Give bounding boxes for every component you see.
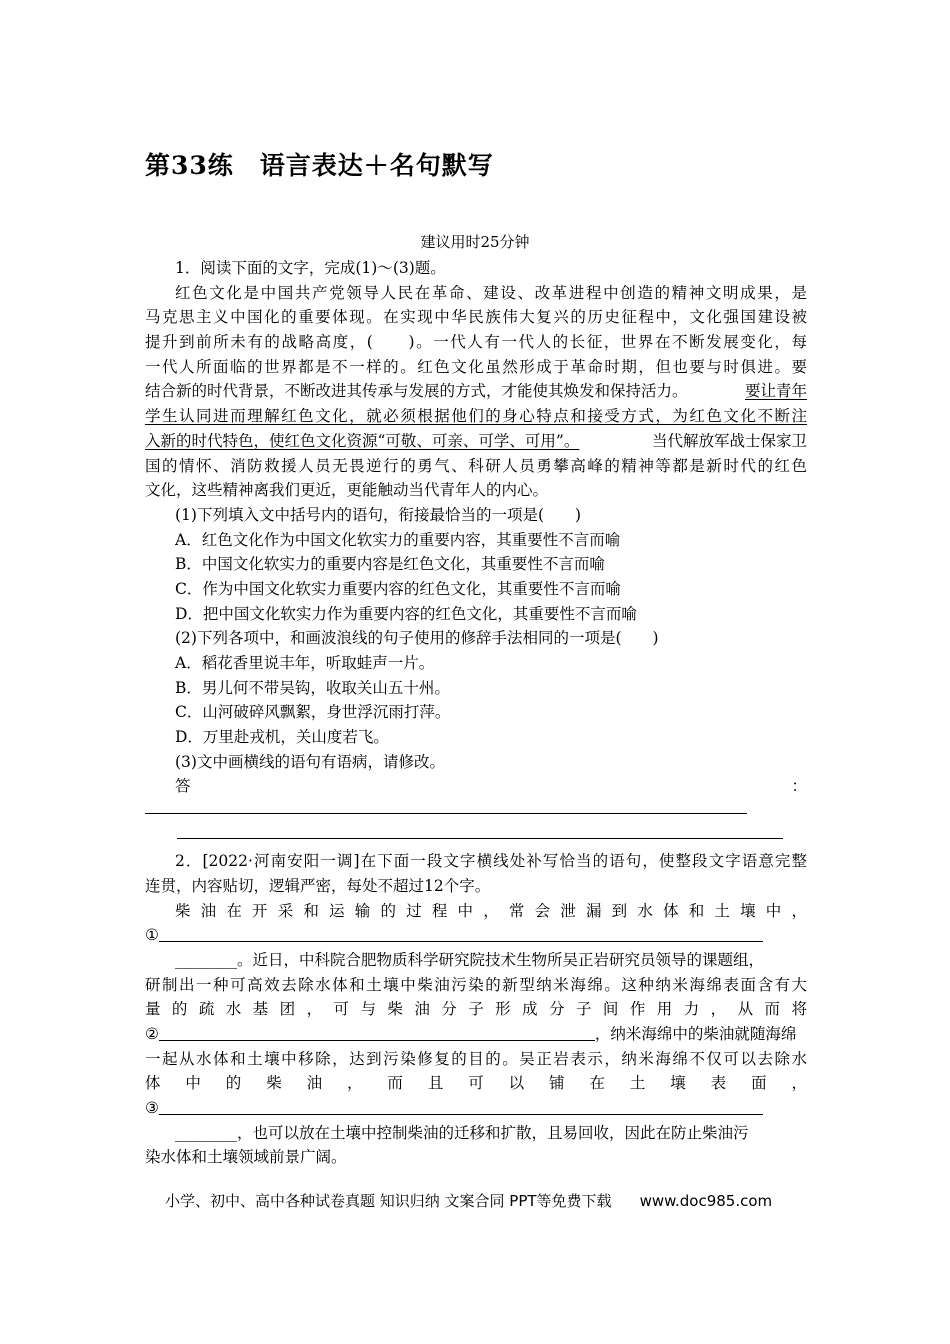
- answer-colon: ：: [791, 777, 807, 796]
- footer-text: 小学、初中、高中各种试卷真题 知识归纳 文案合同 PPT等免费下载: [165, 1192, 612, 1210]
- option: B．中国文化软实力的重要内容是红色文化，其重要性不言而喻: [175, 555, 605, 574]
- passage-text: 当代解放军战士保家卫: [651, 431, 807, 450]
- passage-line: 国的情怀、消防救援人员无畏逆行的勇气、科研人员勇攀高峰的精神等都是新时代的红色: [145, 456, 807, 475]
- passage-text: 结合新的时代背景，不断改进其传承与发展的方式，才能使其焕发和保持活力。: [145, 382, 688, 401]
- paragraph-line: 一起从水体和土壤中移除，达到污染修复的目的。吴正岩表示，纳米海绵不仅可以去除水: [145, 1049, 807, 1068]
- answer-line: [145, 774, 807, 799]
- passage-line: [145, 429, 807, 454]
- paragraph-line: 量的疏水基团，可与柴油分子形成分子间作用力，从而将: [145, 1000, 807, 1019]
- paragraph-line: 染水体和土壤领域前景广阔。: [145, 1148, 347, 1167]
- spacer: [145, 839, 807, 849]
- blank-continuation: ________: [175, 950, 237, 969]
- passage-line: 提升到前所未有的战略高度，( )。一代人有一代人的长征，世界在不断发展变化，每: [145, 333, 807, 352]
- option: C．山河破碎风飘絮，身世浮沉雨打萍。: [175, 703, 451, 722]
- fill-blank-3[interactable]: [159, 1114, 763, 1115]
- passage-line: [145, 404, 807, 429]
- passage-line: [145, 379, 807, 404]
- underlined-sentence: 要让青年: [744, 382, 807, 401]
- paragraph-text: 。近日，中科院合肥物质科学研究院技术生物所吴正岩研究员领导的课题组，: [237, 950, 765, 969]
- answer-label: 答: [175, 777, 191, 796]
- paragraph-line: [145, 948, 807, 973]
- blank-marker: ①: [145, 926, 159, 945]
- underlined-sentence: 入新的时代特色，使红色文化资源“可敬、可亲、可学、可用”。: [145, 431, 580, 450]
- document-body: [145, 256, 807, 1170]
- option: A．红色文化作为中国文化软实力的重要内容，其重要性不言而喻: [175, 530, 621, 549]
- footer-site-link[interactable]: www.doc985.com: [639, 1192, 773, 1210]
- option: B．男儿何不带吴钩，收取关山五十州。: [175, 678, 450, 697]
- blank-line-row: [145, 923, 807, 948]
- spacer: [145, 799, 807, 813]
- option: D．把中国文化软实力作为重要内容的红色文化，其重要性不言而喻: [175, 604, 637, 623]
- page-title: 第33练 语言表达＋名句默写: [145, 151, 494, 180]
- q2-stem: 连贯，内容贴切，逻辑严密，每处不超过12个字。: [145, 876, 491, 895]
- spacer: [145, 814, 807, 838]
- passage-line: 一代人所面临的世界都是不一样的。红色文化虽然形成于革命时期，但也要与时俱进。要: [145, 357, 807, 376]
- blank-continuation: ________: [175, 1123, 237, 1142]
- suggested-time: 建议用时25分钟: [420, 233, 530, 251]
- paragraph-text: ，纳米海绵中的柴油就随海绵: [594, 1024, 797, 1043]
- paragraph-line: 研制出一种可高效去除水体和土壤中柴油污染的新型纳米海绵。这种纳米海绵表面含有大: [145, 975, 807, 994]
- fill-blank-1[interactable]: [159, 941, 763, 942]
- fill-blank-2[interactable]: [159, 1040, 595, 1041]
- paragraph-line: [145, 1121, 807, 1146]
- paragraph-line: 体中的柴油，而且可以铺在土壤表面，: [145, 1074, 807, 1093]
- footer: [165, 1190, 772, 1211]
- blank-marker: ③: [145, 1098, 159, 1117]
- sub-question-3: (3)文中画横线的语句有语病，请修改。: [175, 752, 445, 771]
- paragraph-text: ，也可以放在土壤中控制柴油的迁移和扩散，且易回收，因此在防止柴油污: [237, 1123, 749, 1142]
- q1-stem: 1．阅读下面的文字，完成(1)～(3)题。: [175, 259, 446, 277]
- sub-question-1: (1)下列填入文中括号内的语句，衔接最恰当的一项是( ): [175, 505, 582, 524]
- passage-line: 文化，这些精神离我们更近，更能触动当代青年人的内心。: [145, 481, 549, 500]
- option: D．万里赴戎机，关山度若飞。: [175, 728, 389, 747]
- blank-line-row: [145, 1096, 807, 1121]
- blank-line-row: [145, 1022, 807, 1047]
- blank-marker: ②: [145, 1024, 159, 1043]
- passage-line: 红色文化是中国共产党领导人民在革命、建设、改革进程中创造的精神文明成果，是: [175, 283, 807, 302]
- q2-stem: 2．[2022·河南安阳一调]在下面一段文字横线处补写恰当的语句，使整段文字语意完整: [175, 852, 807, 871]
- option: C．作为中国文化软实力重要内容的红色文化，其重要性不言而喻: [175, 579, 621, 598]
- underlined-sentence: 学生认同进而理解红色文化，就必须根据他们的身心特点和接受方式，为红色文化不断注: [145, 407, 807, 426]
- sub-question-2: (2)下列各项中，和画波浪线的句子使用的修辞手法相同的一项是( ): [175, 629, 659, 648]
- option: A．稻花香里说丰年，听取蛙声一片。: [175, 654, 435, 672]
- paragraph-line: 柴油在开采和运输的过程中，常会泄漏到水体和土壤中，: [175, 901, 807, 920]
- passage-line: 马克思主义中国化的重要体现。在实现中华民族伟大复兴的历史征程中，文化强国建设被: [145, 308, 807, 327]
